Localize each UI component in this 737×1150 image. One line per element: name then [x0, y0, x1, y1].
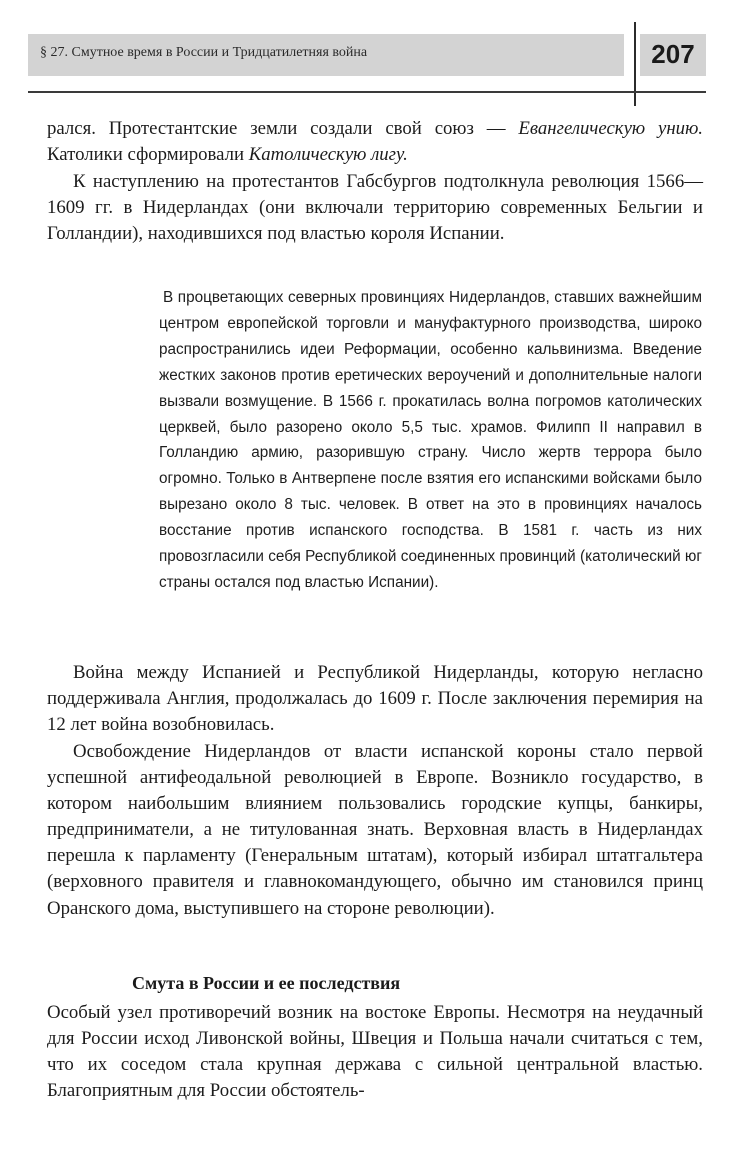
paragraph-text: Католики сформировали	[47, 144, 249, 166]
page-number-box	[640, 34, 706, 76]
running-header	[28, 34, 624, 76]
page-number: 207	[651, 39, 695, 69]
paragraph-text: рался. Протестантские земли создали свой союз —	[47, 118, 519, 139]
paragraph-continuation	[47, 116, 703, 168]
paragraph-russia-troubles: Особый узел противоречий возник на востоке Европы. Несмотря на неудачный для России исход Ливонской войны, Швеция и Польша начали считаться с тем, что их соседом стала крупная держава с сильной центральной властью. Благоприятным для России обстоятель-	[47, 1002, 703, 1102]
section-heading: Смута в России и ее последствия	[132, 973, 401, 993]
italic-term-evangelical-union: Евангелическую унию.	[518, 118, 704, 139]
chapter-title: § 27. Смутное время в России и Тридцатилетняя война	[40, 45, 368, 60]
paragraph-netherlands-revolution: К наступлению на протестантов Габсбургов подтолкнула революция 1566—1609 гг. в Нидерландах (они включали территорию современных Бельгии и Голландии), находившихся под властью короля Испании.	[47, 171, 703, 245]
paragraph-war-spain: Война между Испанией и Республикой Нидерланды, которую негласно поддерживала Англия, продолжалась до 1609 г. После заключения перемирия на 12 лет война возобновилась.	[47, 662, 703, 736]
header-divider	[28, 91, 706, 93]
italic-term-catholic-league: Католическую лигу.	[248, 144, 408, 166]
sidebar-excerpt: В процветающих северных провинциях Нидерландов, ставших важнейшим центром европейской торговли и мануфактурного производства, широко распространились идеи Реформации, особенно кальвинизма. Введение жестких законов против еретических вероучений и дополнительные налоги вызвали возмущение. В 1566 г. прокатилась волна погромов католических церквей, было разорено около 5,5 тыс. храмов. Филипп II направил в Голландию армию, разорившую страну. Число жертв террора было огромно. Только в Антверпене после взятия его испанскими войсками было вырезано около 8 тыс. человек. В ответ на это в провинциях началось восстание против испанского господства. В 1581 г. часть из них провозгласили себя Республикой соединенных провинций (католический юг страны остался под властью Испании).	[159, 289, 702, 591]
header-vertical-rule	[634, 22, 636, 106]
paragraph-liberation: Освобождение Нидерландов от власти испанской короны стало первой успешной антифеодальной революцией в Европе. Возникло государство, в котором наибольшим влиянием пользовались городские купцы, банкиры, предприниматели, а не титулованная знать. Верховная власть в Нидерландах перешла к парламенту (Генеральным штатам), который избирал штатгальтера (верховного правителя и главнокомандующего, обычно им становился принц Оранского дома, выступившего на стороне революции).	[47, 741, 703, 919]
